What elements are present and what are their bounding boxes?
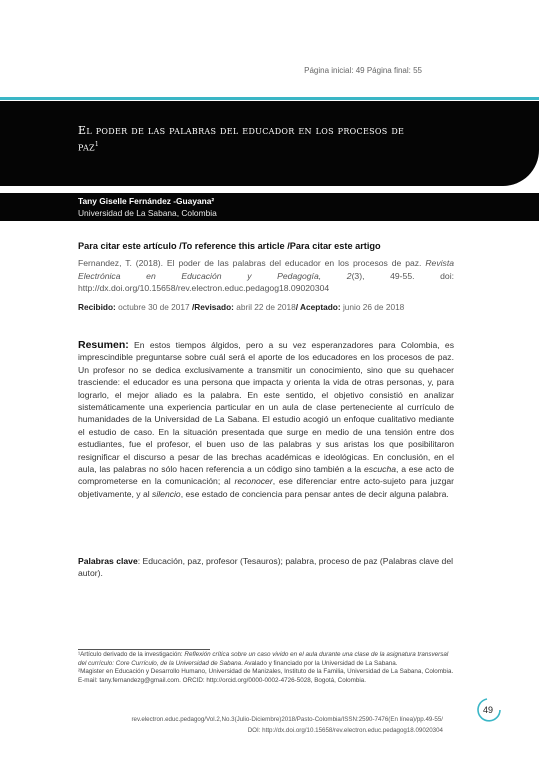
accent-line [0,97,539,100]
page-range: Página inicial: 49 Página final: 55 [304,66,422,75]
article-title: El poder de las palabras del educador en los procesos de paz$^1$ [78,124,405,154]
doi-footer: DOI: http://dx.doi.org/10.15658/rev.electron.educ.pedagog18.09020304 [247,727,443,734]
keywords-label: Palabras clave [78,556,138,566]
author-name: Tany Giselle Fernández -Guayana² [78,196,215,206]
title-footnote-mark: 1 [94,141,100,148]
abstract-label: Resumen: [78,339,129,351]
footnote-1: ¹Artículo derivado de la investigación: Reflexión crítica sobre un caso vivido en el aula durante una clase de la asignatura transversal del currículo: Core Currículo, de la Universidad de Sabana. Avalado y financiado por la Universidad de La Sabana. [78,651,449,667]
author-affiliation: Universidad de La Sabana, Colombia [78,208,217,218]
footnote-2: ²Magister en Educación y Desarrollo Humano, Universidad de Manizales, Instituto de la Familia, Universidad de La Sabana, Colombia. E-mail: tany.fernandezg@gmail.com. ORCID: http://orcid.org/0000-0002-4726-5028, Bogotá, Colombia. [78,668,454,684]
journal-footer: rev.electron.educ.pedagog/Vol.2,No.3(Julio-Diciembre)2018/Pasto-Colombia/ISSN:2590-7476(En línea)/pp.49-55/ [131,716,443,723]
dates-line: Recibido: octubre 30 de 2017 /Revisado: abril 22 de 2018/ Aceptado: junio 26 de 2018 [78,302,405,312]
citation-heading: Para citar este artículo /To reference this article /Para citar este artigo [78,241,381,251]
footnotes [78,651,454,685]
keywords: Palabras clave: Educación, paz, profesor (Tesauros); palabra, proceso de paz (Palabras clave del autor). [78,556,454,579]
citation-text: Fernandez, T. (2018). El poder de las palabras del educador en los procesos de paz. Revista Electrónica en Educación y Pedagogía, 2(3), 49-55. doi: http://dx.doi.org/10.15658/rev.electron.educ.pedagog18.09020304 [78,258,455,293]
abstract: Resumen: En estos tiempos álgidos, pero a su vez esperanzadores para Colombia, es imprescindible preguntarse sobre cuál será el aporte de los educadores en los procesos de paz. Un profesor no se dedica exclusivamente a transmitir un conocimiento, sino que su quehacer trasciende: el educador es una persona que impacta y orienta la vida de otras personas, y, para lograrlo, el mejor aliado es la palabra. En este sentido, el objetivo consistió en analizar sistemáticamente una experiencia particular en un aula de clase perteneciente al currículo de humanidades de la Universidad de La Sabana. El estudio acogió un enfoque cualitativo mediante el estudio de caso. En la situación presentada que surge en medio de una tensión entre dos estudiantes, fue el profesor, el buen uso de las palabras y sus aristas los que posibilitaron resignificar el discurso a pesar de las brechas académicas e ideológicas. En conclusión, en el aula, las palabras no sólo hacen referencia a un código sino también a la escucha, a ese acto de comprometerse en la comunicación; al reconocer, ese diferenciar entre acto-sujeto para juzgar objetivamente, y al silencio, ese estado de conciencia para pensar antes de decir alguna palabra. [78,339,454,499]
page-number: 49 [483,705,494,715]
footnote-rule [78,649,210,650]
